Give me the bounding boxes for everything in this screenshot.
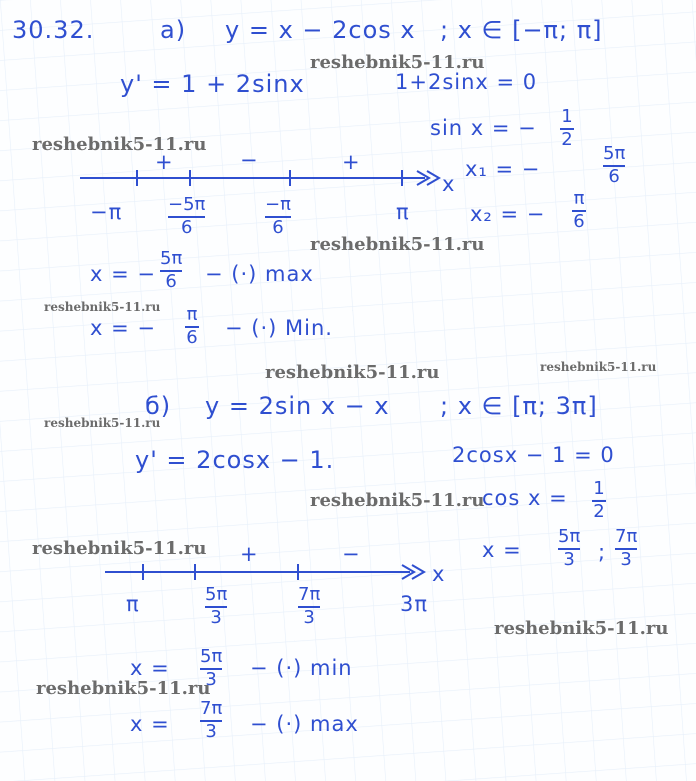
fraction-denominator: 3 <box>620 548 632 570</box>
watermark: reshebnik5-11.ru <box>44 416 161 430</box>
fraction-denominator: 6 <box>272 216 284 238</box>
part-a-x1: x₁ = − <box>465 157 541 181</box>
part-b-cos-value: cos x = <box>482 486 568 510</box>
part-a-label: а) <box>160 16 187 44</box>
watermark: reshebnik5-11.ru <box>310 52 485 73</box>
part-b-tick-label-right: 3π <box>400 592 429 616</box>
part-a-sin-value: sin x = − <box>430 116 537 140</box>
part-a-min-label: − (·) Min. <box>225 316 333 340</box>
fraction-numerator: π <box>573 188 585 209</box>
fraction-denominator: 3 <box>303 606 315 628</box>
part-b-roots-separator: ; <box>598 540 607 564</box>
fraction-numerator: 5π <box>160 248 183 269</box>
fraction-denominator: 2 <box>593 500 605 522</box>
part-b-domain: ; x ∈ [π; 3π] <box>440 392 598 420</box>
fraction-numerator: 1 <box>593 478 605 499</box>
watermark: reshebnik5-11.ru <box>32 134 207 155</box>
part-a-sign-3: + <box>342 150 361 174</box>
fraction-numerator: 7π <box>615 526 638 547</box>
fraction-denominator: 6 <box>165 270 177 292</box>
part-b-axis-variable: x <box>432 562 446 586</box>
part-b-tick-label-c1 <box>205 586 227 628</box>
fraction-numerator: 5π <box>603 143 626 164</box>
part-b-min-lhs: x = <box>130 656 170 680</box>
watermark: reshebnik5-11.ru <box>265 362 440 383</box>
fraction-numerator: 5π <box>205 584 228 605</box>
part-a-domain: ; x ∈ [−π; π] <box>440 16 603 44</box>
part-b-min-label: − (·) min <box>250 656 353 680</box>
part-a-sign-1: + <box>155 150 174 174</box>
part-a-max-lhs: x = − <box>90 262 156 286</box>
part-a-function: y = x − 2cos x <box>225 16 416 44</box>
fraction-numerator: −5π <box>168 194 206 215</box>
fraction-numerator: 5π <box>558 526 581 547</box>
watermark: reshebnik5-11.ru <box>32 538 207 559</box>
fraction-numerator: 5π <box>200 646 223 667</box>
part-a-axis-variable: x <box>442 172 456 196</box>
fraction-denominator: 3 <box>563 548 575 570</box>
part-a-x2: x₂ = − <box>470 202 546 226</box>
watermark: reshebnik5-11.ru <box>540 360 657 374</box>
part-a-tick-label-right: π <box>396 200 410 224</box>
part-a-min-lhs: x = − <box>90 316 156 340</box>
part-b-equation: 2cosx − 1 = 0 <box>452 443 615 467</box>
part-b-sign-1: + <box>240 542 259 566</box>
watermark: reshebnik5-11.ru <box>36 678 211 699</box>
fraction-numerator: π <box>186 304 198 325</box>
fraction-denominator: 6 <box>573 210 585 232</box>
fraction-denominator: 3 <box>210 606 222 628</box>
part-a-tick-label-left: −π <box>90 200 123 224</box>
part-a-equation: 1+2sinx = 0 <box>395 70 538 94</box>
watermark: reshebnik5-11.ru <box>310 490 485 511</box>
watermark: reshebnik5-11.ru <box>494 618 669 639</box>
fraction-numerator: 7π <box>200 698 223 719</box>
part-a-derivative: y' = 1 + 2sinx <box>120 70 305 98</box>
fraction-numerator: 1 <box>561 106 573 127</box>
fraction-denominator: 6 <box>186 326 198 348</box>
part-a-max-label: − (·) max <box>205 262 314 286</box>
part-b-max-fraction <box>200 700 222 742</box>
fraction-denominator: 6 <box>608 165 620 187</box>
part-b-tick-label-left: π <box>126 592 140 616</box>
watermark: reshebnik5-11.ru <box>44 300 161 314</box>
part-b-tick-label-c2 <box>298 586 320 628</box>
fraction-denominator: 2 <box>561 128 573 150</box>
watermark: reshebnik5-11.ru <box>310 234 485 255</box>
part-b-function: y = 2sin x − x <box>205 392 390 420</box>
part-b-roots-lhs: x = <box>482 538 522 562</box>
fraction-denominator: 3 <box>205 668 217 690</box>
fraction-numerator: 7π <box>298 584 321 605</box>
fraction-denominator: 3 <box>205 720 217 742</box>
part-b-sign-2: − <box>342 542 361 566</box>
part-a-sign-2: − <box>240 148 259 172</box>
part-b-derivative: y' = 2cosx − 1. <box>135 446 335 474</box>
part-b-label: б) <box>145 392 172 420</box>
part-b-max-label: − (·) max <box>250 712 359 736</box>
part-b-max-lhs: x = <box>130 712 170 736</box>
fraction-numerator: −π <box>265 194 291 215</box>
problem-number: 30.32. <box>12 16 95 44</box>
fraction-denominator: 6 <box>180 216 193 238</box>
